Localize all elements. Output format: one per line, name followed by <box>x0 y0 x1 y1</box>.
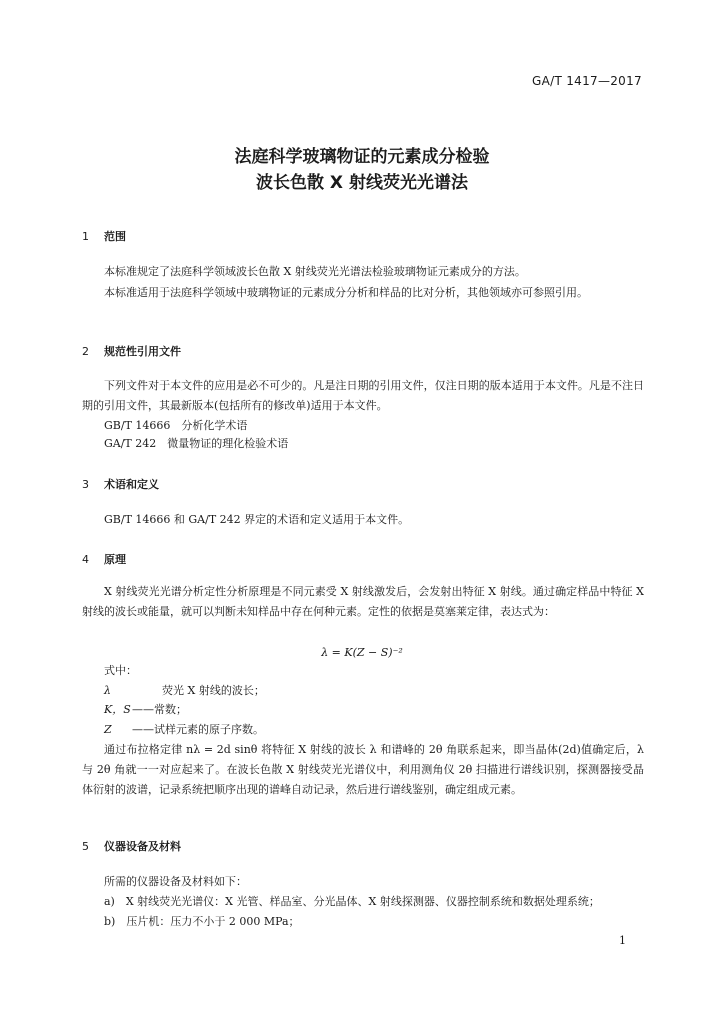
section-number: 5 <box>82 840 89 853</box>
list-item-a: a) X 射线荧光光谱仪：X 光管、样品室、分光晶体、X 射线探测器、仪器控制系统和数据处理系统； <box>104 895 600 908</box>
section-title: 原理 <box>104 553 126 566</box>
definition-text: 荧光 X 射线的波长； <box>162 684 265 697</box>
section-5-paragraph-1: 所需的仪器设备及材料如下： <box>104 875 247 888</box>
definition-text: ——试样元素的原子序数。 <box>132 723 264 736</box>
definition-2 <box>104 700 187 720</box>
section-title: 范围 <box>104 230 126 243</box>
definition-3 <box>104 720 264 740</box>
definition-symbol: λ <box>104 684 111 697</box>
section-number: 4 <box>82 553 89 566</box>
page-number: 1 <box>619 934 626 947</box>
section-3-paragraph-1: GB/T 14666 和 GA/T 242 界定的术语和定义适用于本文件。 <box>104 513 410 526</box>
reference-1: GB/T 14666 分析化学术语 <box>104 419 248 432</box>
moseley-formula: λ = K(Z − S)⁻² <box>321 646 403 659</box>
section-title: 术语和定义 <box>104 478 159 491</box>
definition-text: ——常数； <box>132 703 187 716</box>
title-line-1: 法庭科学玻璃物证的元素成分检验 <box>234 147 490 167</box>
section-title: 仪器设备及材料 <box>104 840 181 853</box>
section-1-paragraph-1: 本标准规定了法庭科学领域波长色散 X 射线荧光光谱法检验玻璃物证元素成分的方法。 <box>104 265 526 278</box>
section-4-heading <box>82 551 126 567</box>
reference-2: GA/T 242 微量物证的理化检验术语 <box>104 437 289 450</box>
standard-code: GA/T 1417—2017 <box>532 74 642 88</box>
section-1-heading <box>82 228 126 244</box>
definition-symbol: K，S <box>104 703 131 716</box>
section-3-heading <box>82 476 159 492</box>
definition-symbol: Z <box>104 723 112 736</box>
title-line-2: 波长色散 X 射线荧光光谱法 <box>256 173 468 193</box>
section-5-heading <box>82 838 181 854</box>
section-4-paragraph-2: 通过布拉格定律 nλ = 2d sinθ 将特征 X 射线的波长 λ 和谱峰的 2θ 角联系起来，即当晶体(2d)值确定后，λ 与 2θ 角就一一对应起来了。在波长色散 X 射线荧光光谱仪中，利用测角仪 2θ 扫描进行谱线识别，探测器接受晶体衍射的波谱，记录系统把顺序出现的谱峰自动记录，然后进行谱线鉴别，确定组成元素。 <box>82 743 644 796</box>
where-label: 式中： <box>104 664 137 677</box>
section-2-heading <box>82 343 181 359</box>
list-item-b: b) 压片机：压力不小于 2 000 MPa； <box>104 915 300 928</box>
section-number: 2 <box>82 345 89 358</box>
section-1-paragraph-2: 本标准适用于法庭科学领域中玻璃物证的元素成分分析和样品的比对分析，其他领域亦可参照引用。 <box>104 286 588 299</box>
section-number: 3 <box>82 478 89 491</box>
section-number: 1 <box>82 230 89 243</box>
section-title: 规范性引用文件 <box>104 345 181 358</box>
definition-1 <box>104 681 265 701</box>
section-4-paragraph-1: X 射线荧光光谱分析定性分析原理是不同元素受 X 射线激发后，会发射出特征 X 射线。通过确定样品中特征 X 射线的波长或能量，就可以判断未知样品中存在何种元素。定性的依据是莫塞莱定律，表达式为： <box>82 585 644 618</box>
section-2-paragraph-1: 下列文件对于本文件的应用是必不可少的。凡是注日期的引用文件，仅注日期的版本适用于本文件。凡是不注日期的引用文件，其最新版本(包括所有的修改单)适用于本文件。 <box>82 379 644 412</box>
